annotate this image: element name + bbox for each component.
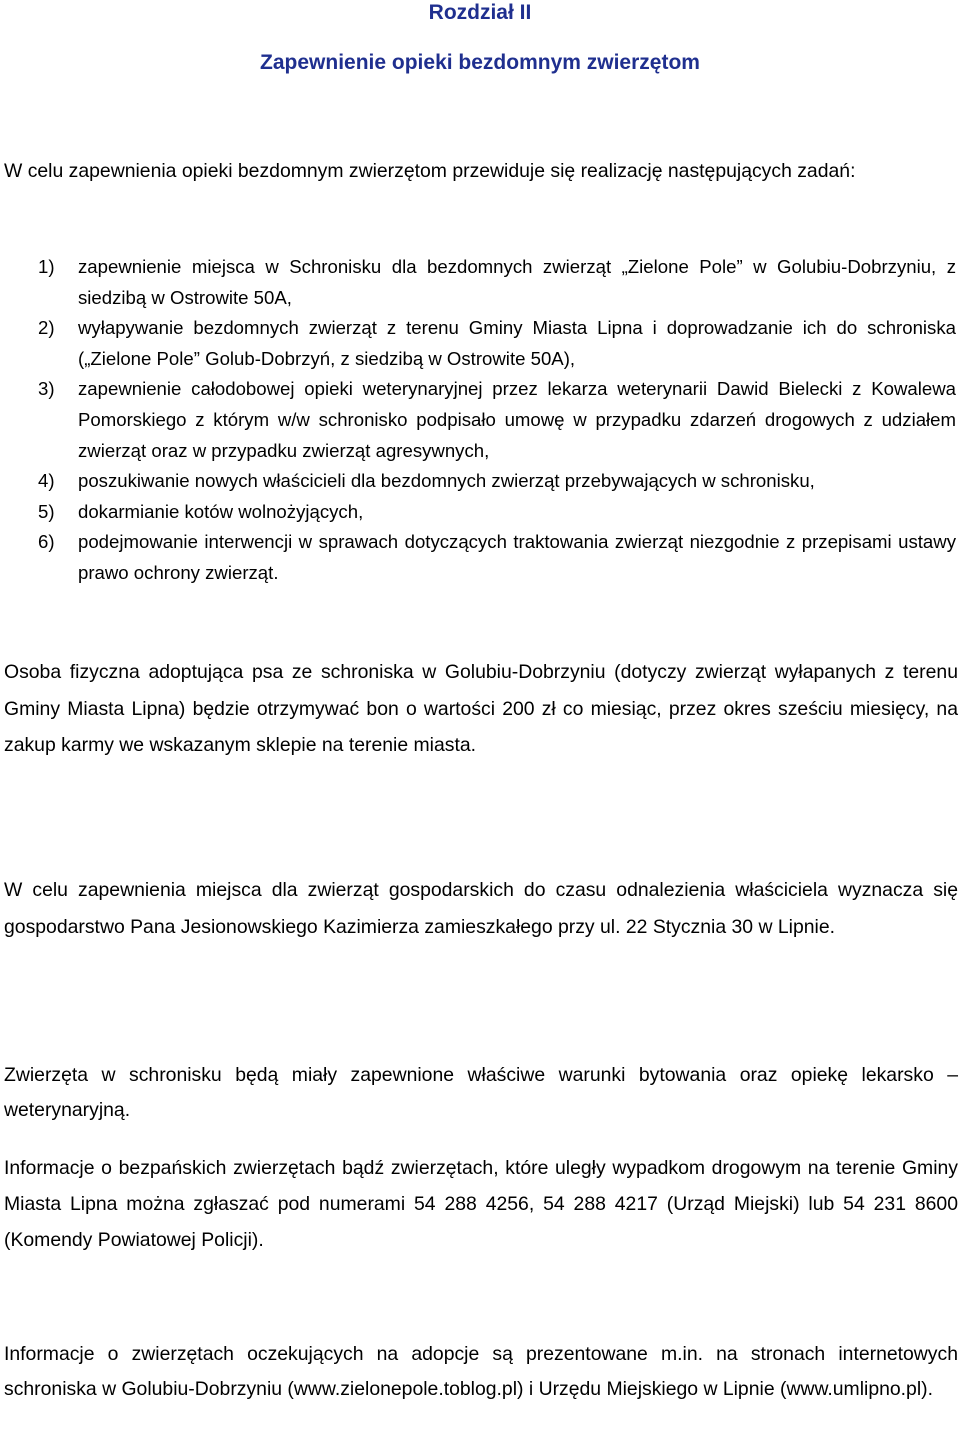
list-item-number: 2) — [38, 317, 55, 339]
list-item-number: 4) — [38, 470, 55, 492]
list-item-text: podejmowanie interwencji w sprawach dotyczących traktowania zwierząt niezgodnie z przepisami ustawy prawo ochrony zwierząt. — [78, 531, 956, 583]
farm-animals-paragraph: W celu zapewnienia miejsca dla zwierząt gospodarskich do czasu odnalezienia właściciela wyznacza się gospodarstwo Pana Jesionowskiego Kazimierza zamieszkałego przy ul. 22 Stycznia 30 w Lipnie. — [4, 879, 958, 938]
adoption-websites-paragraph: Informacje o zwierzętach oczekujących na adopcje są prezentowane m.in. na stronach internetowych schroniska w Golubiu-Dobrzyniu (www.zielonepole.toblog.pl) i Urzędu Miejskiego w Lipnie (www.umlipno.pl). — [4, 1343, 958, 1400]
list-item — [0, 527, 960, 588]
intro-paragraph: W celu zapewnienia opieki bezdomnym zwierzętom przewiduje się realizację następujących zadań: — [4, 160, 856, 182]
list-item — [0, 374, 960, 466]
list-item-number: 3) — [38, 378, 55, 400]
list-item-text: zapewnienie miejsca w Schronisku dla bezdomnych zwierząt „Zielone Pole” w Golubiu-Dobrzyniu, z siedzibą w Ostrowite 50A, — [78, 256, 956, 308]
list-item — [0, 252, 960, 313]
list-item-number: 6) — [38, 531, 55, 553]
chapter-title: Rozdział II — [428, 1, 532, 24]
list-item-text: dokarmianie kotów wolnożyjących, — [78, 500, 364, 522]
list-item-text: zapewnienie całodobowej opieki weterynaryjnej przez lekarza weterynarii Dawid Bielecki z Kowalewa Pomorskiego z którym w/w schronisko podpisało umowę w przypadku zdarzeń drogowych z udziałem zwierząt oraz w przypadku zwierząt agresywnych, — [78, 378, 956, 461]
list-item — [0, 497, 960, 528]
section-title: Zapewnienie opieki bezdomnym zwierzętom — [260, 51, 700, 74]
list-item — [0, 466, 960, 497]
list-item-text: wyłapywanie bezdomnych zwierząt z terenu Gminy Miasta Lipna i doprowadzanie ich do schroniska („Zielone Pole” Golub-Dobrzyń, z siedzibą w Ostrowite 50A), — [78, 317, 956, 369]
report-contact-paragraph: Informacje o bezpańskich zwierzętach bądź zwierzętach, które uległy wypadkom drogowym na terenie Gminy Miasta Lipna można zgłaszać pod numerami 54 288 4256, 54 288 4217 (Urząd Miejski) lub 54 231 8600 (Komendy Powiatowej Policji). — [4, 1157, 958, 1251]
list-item-text: poszukiwanie nowych właścicieli dla bezdomnych zwierząt przebywających w schronisku, — [78, 470, 815, 492]
adoption-voucher-paragraph: Osoba fizyczna adoptująca psa ze schroniska w Golubiu-Dobrzyniu (dotyczy zwierząt wyłapanych z terenu Gminy Miasta Lipna) będzie otrzymywać bon o wartości 200 zł co miesiąc, przez okres sześciu miesięcy, na zakup karmy we wskazanym sklepie na terenie miasta. — [4, 661, 958, 756]
list-item-number: 5) — [38, 500, 55, 522]
list-item — [0, 313, 960, 374]
task-list — [0, 252, 960, 589]
shelter-conditions-paragraph: Zwierzęta w schronisku będą miały zapewnione właściwe warunki bytowania oraz opiekę lekarsko – weterynaryjną. — [4, 1064, 958, 1121]
list-item-number: 1) — [38, 256, 55, 277]
